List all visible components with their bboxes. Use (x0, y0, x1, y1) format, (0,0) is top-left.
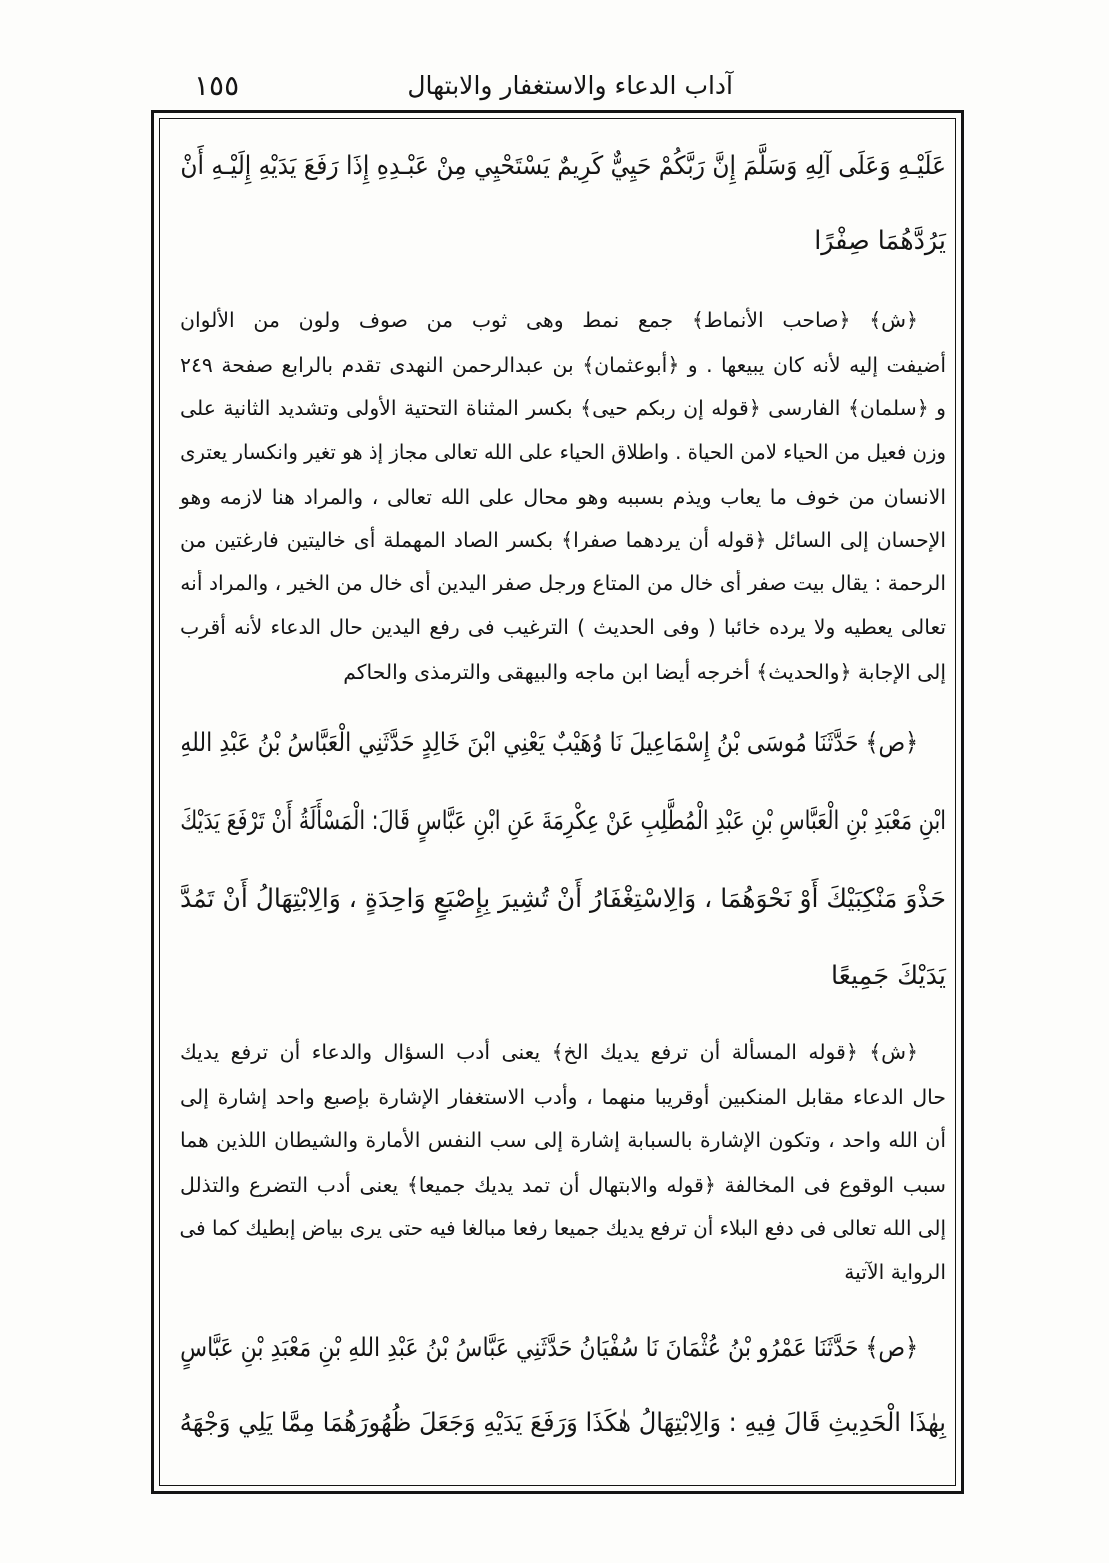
commentary-line: تعالى يعطيه ولا يرده خائبا ( وفى الحديث ) الترغيب فى رفع اليدين حال الدعاء لأنه أقرب (180, 615, 946, 639)
commentary-line: أن الله واحد ، وتكون الإشارة بالسبابة إشارة إلى سب النفس الأمارة والشيطان اللذين هما (180, 1128, 946, 1152)
commentary-line: حال الدعاء مقابل المنكبين أوقريبا منهما ، وأدب الاستغفار الإشارة بإصبع واحد إشارة إلى (180, 1085, 946, 1109)
commentary-line: و ﴿سلمان﴾ الفارسى ﴿قوله إن ربكم حيى﴾ بكسر المثناة التحتية الأولى وتشديد الثانية على (180, 396, 946, 420)
hadith-line: يَرُدَّهُمَا صِفْرًا (814, 225, 946, 255)
commentary-line: ﴿ش﴾ ﴿صاحب الأنماط﴾ جمع نمط وهى ثوب من صوف ولون من الألوان (180, 308, 918, 332)
commentary-line: إلى الإجابة ﴿والحديث﴾ أخرجه أيضا ابن ماجه والبيهقى والترمذى والحاكم (343, 660, 946, 684)
commentary-line: سبب الوقوع فى المخالفة ﴿قوله والابتهال أن تمد يديك جميعا﴾ يعنى أدب التضرع والتذلل (180, 1173, 946, 1197)
page-number: ١٥٥ (194, 69, 240, 102)
commentary-line: الانسان من خوف ما يعاب ويذم بسببه وهو محال على الله تعالى ، والمراد هنا لازمه وهو (180, 485, 946, 509)
commentary-line: الإحسان إلى السائل ﴿قوله أن يردهما صفرا﴾ بكسر الصاد المهملة أى خاليتين فارغتين من (180, 528, 946, 552)
hadith-line: ﴿ص﴾ حَدَّثَنَا مُوسَى بْنُ إِسْمَاعِيلَ نَا وُهَيْبٌ يَعْنِي ابْنَ خَالِدٍ حَدَّثَنِي الْعَبَّاسُ بْنُ عَبْدِ اللهِ (180, 727, 918, 757)
hadith-line: ابْنِ مَعْبَدِ بْنِ الْعَبَّاسِ بْنِ عَبْدِ الْمُطَّلِبِ عَنْ عِكْرِمَةَ عَنِ ابْنِ عَبَّاسٍ قَالَ: الْمَسْأَلَةُ أَنْ تَرْفَعَ يَدَيْكَ (180, 805, 947, 835)
commentary-line: الرحمة : يقال بيت صفر أى خال من المتاع ورجل صفر اليدين أى خال من الخير ، والمراد أنه (180, 571, 946, 595)
commentary-line: أضيفت إليه لأنه كان يبيعها . و ﴿أبوعثمان﴾ بن عبدالرحمن النهدى تقدم بالرابع صفحة ٢٤٩ (180, 353, 946, 377)
commentary-line: الرواية الآتية (844, 1260, 946, 1284)
hadith-line: عَلَيْـهِ وَعَلَى آلِهِ وَسَلَّمَ إِنَّ رَبَّكُمْ حَيِيٌّ كَرِيمٌ يَسْتَحْيِي مِنْ عَبْـدِهِ إِذَا رَفَعَ يَدَيْهِ إِلَيْـهِ أَنْ (180, 150, 947, 180)
running-title: آداب الدعاء والاستغفار والابتهال (407, 71, 733, 100)
hadith-line: يَدَيْكَ جَمِيعًا (830, 960, 946, 990)
commentary-line: إلى الله تعالى فى دفع البلاء أن ترفع يديك جميعا رفعا مبالغا فيه حتى يرى بياض إبطيك كما فى (179, 1216, 947, 1240)
hadith-line: حَذْوَ مَنْكِبَيْكَ أَوْ نَحْوَهُمَا ، وَالِاسْتِغْفَارُ أَنْ تُشِيرَ بِإِصْبَعٍ وَاحِدَةٍ ، وَالِابْتِهَالُ أَنْ تَمُدَّ (179, 883, 947, 913)
hadith-line: ﴿ص﴾ حَدَّثَنَا عَمْرُو بْنُ عُثْمَانَ نَا سُفْيَانُ حَدَّثَنِي عَبَّاسُ بْنُ عَبْدِ اللهِ بْنِ مَعْبَدِ بْنِ عَبَّاسٍ (180, 1332, 918, 1362)
hadith-line: بِهٰذَا الْحَدِيثِ قَالَ فِيهِ : وَالِابْتِهَالُ هٰكَذَا وَرَفَعَ يَدَيْهِ وَجَعَلَ ظُهُورَهُمَا مِمَّا يَلِي وَجْهَهُ (179, 1407, 946, 1437)
commentary-line: ﴿ش﴾ ﴿قوله المسألة أن ترفع يديك الخ﴾ يعنى أدب السؤال والدعاء أن ترفع يديك (180, 1040, 918, 1064)
commentary-line: وزن فعيل من الحياء لامن الحياة . واطلاق الحياء على الله تعالى مجاز إذ هو تغير وانكسار يعترى (180, 440, 947, 464)
